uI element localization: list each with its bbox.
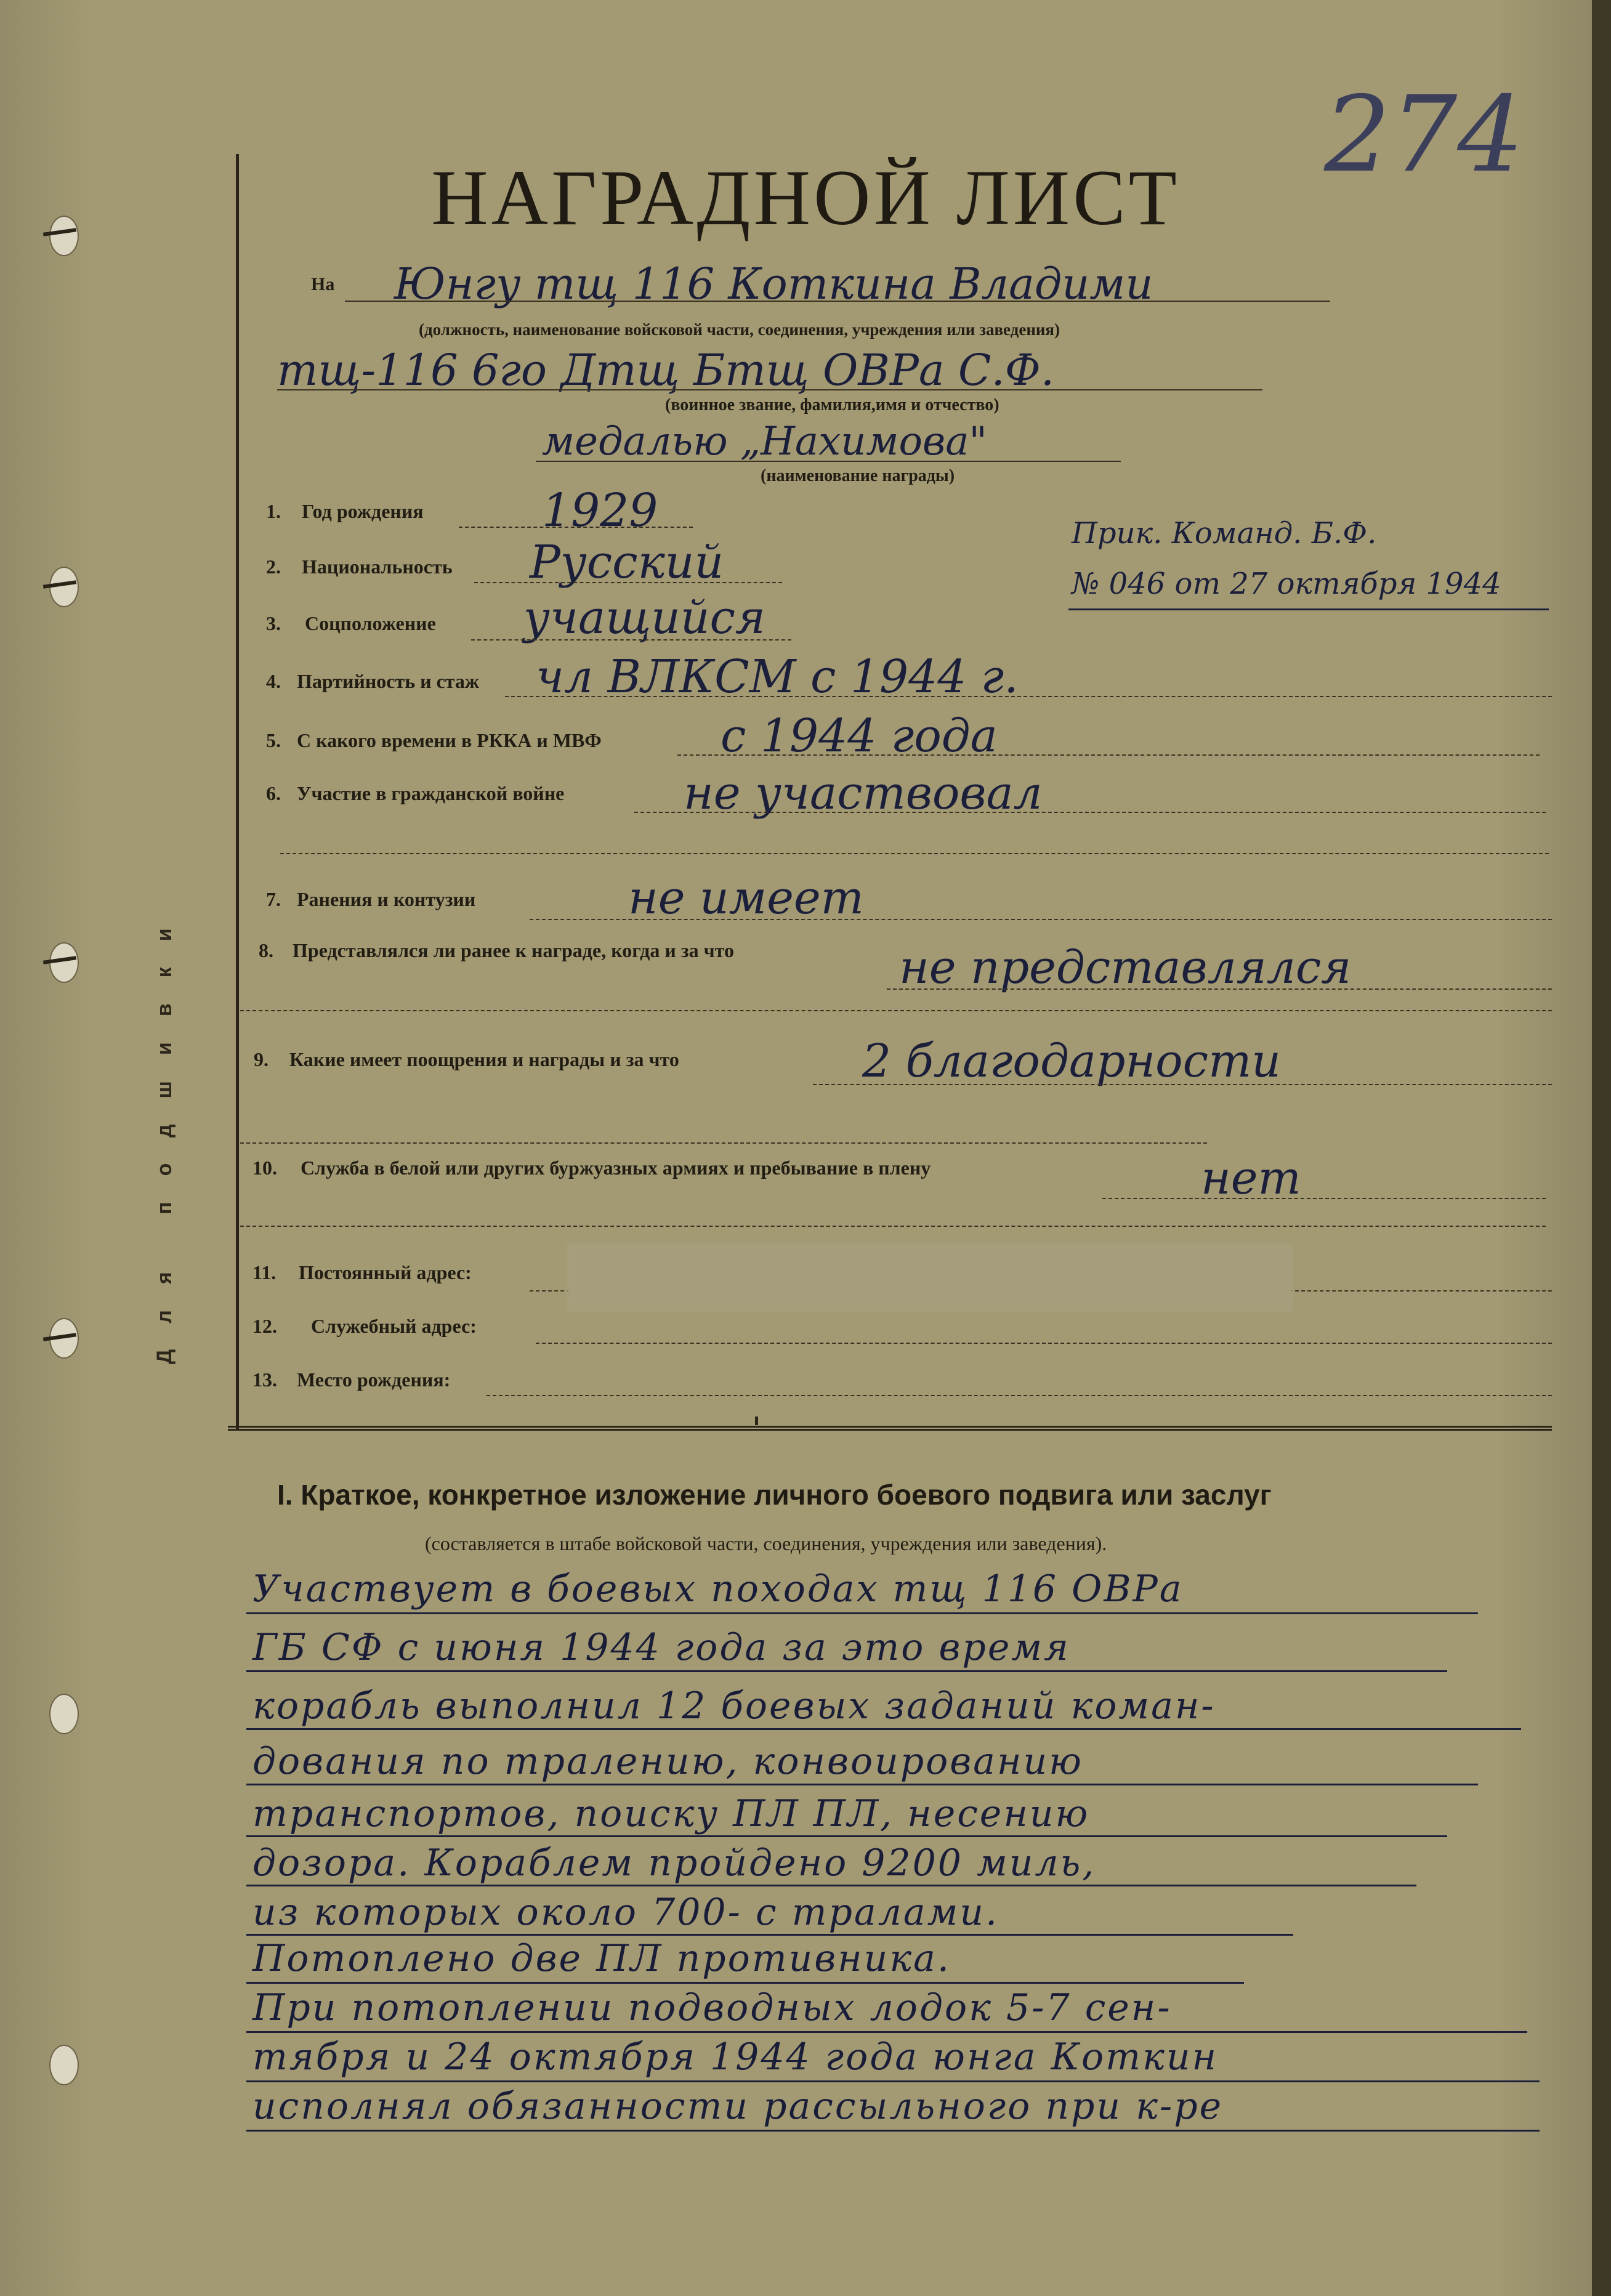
page-edge [1592, 0, 1611, 2296]
field-11-label: Постоянный адрес: [299, 1261, 472, 1283]
field-3-value: учащийся [523, 591, 765, 644]
field-1-num: 1. [266, 500, 281, 522]
narrative-underline [246, 1612, 1478, 1614]
binding-hole [49, 1694, 79, 1734]
narrative-line: Участвует в боевых походах тщ 116 ОВРа [252, 1567, 1184, 1611]
field-7-label: Ранения и контузии [297, 888, 476, 910]
narrative-line: транспортов, поиску ПЛ ПЛ, несению [252, 1792, 1090, 1835]
narrative-line: тября и 24 октября 1944 года юнга Коткин [252, 2035, 1219, 2079]
binding-hole [49, 2045, 79, 2085]
field-10-value: нет [1201, 1152, 1301, 1205]
field-13-rule [487, 1395, 1552, 1396]
field-5-label: С какого времени в РККА и МВФ [297, 729, 602, 751]
narrative-line: дования по тралению, конвоированию [252, 1740, 1083, 1783]
field-13-num: 13. [252, 1368, 277, 1391]
field-3-rule [471, 639, 791, 641]
field-7-rule [530, 919, 1552, 920]
margin-line [236, 154, 239, 1429]
field-4-num: 4. [266, 670, 281, 692]
field-6-label: Участие в гражданской войне [297, 782, 565, 804]
field-10-num: 10. [252, 1157, 277, 1179]
narrative-underline [246, 2031, 1527, 2033]
field-8-rule-2 [240, 1010, 1552, 1011]
field-4-value: чл ВЛКСМ с 1944 г. [536, 650, 1019, 703]
narrative-underline [246, 2130, 1540, 2132]
field-7-value: не имеет [628, 871, 864, 924]
field-1-label: Год рождения [302, 500, 424, 522]
field-7-num: 7. [266, 888, 281, 910]
archive-number: 274 [1324, 74, 1524, 196]
narrative-underline [246, 1835, 1447, 1837]
award-rule [536, 461, 1121, 462]
field-2-num: 2. [266, 556, 281, 578]
narrative-underline [246, 1670, 1447, 1672]
narrative-underline [246, 1885, 1416, 1886]
field-3-num: 3. [266, 612, 281, 634]
redaction-patch [567, 1244, 1293, 1312]
narrative-line: из которых около 700- с тралами. [252, 1891, 999, 1934]
narrative-line: корабль выполнил 12 боевых заданий коман- [252, 1684, 1216, 1728]
field-9-num: 9. [254, 1048, 268, 1070]
narrative-line: При потоплении подводных лодок 5-7 сен- [252, 1986, 1172, 2029]
field-6-rule-2 [280, 853, 1549, 854]
rank-caption: (воинное звание, фамилия,имя и отчество) [665, 395, 999, 414]
narrative-line: дозора. Кораблем пройдено 9200 миль, [252, 1841, 1096, 1885]
field-9-value: 2 благодарности [862, 1035, 1281, 1088]
field-9-rule-2 [240, 1142, 1207, 1144]
section-title: I. Краткое, конкретное изложение личного боевого подвига или заслуг [277, 1479, 1272, 1511]
field-8-rule [887, 988, 1552, 990]
field-1-value: 1929 [542, 484, 658, 537]
unit-value: тщ-116 6го Дтщ Бтщ ОВРа С.Ф. [277, 345, 1055, 395]
field-12-label: Служебный адрес: [311, 1315, 477, 1337]
position-caption: (должность, наименование войсковой части, соединения, учреждения или заведения) [419, 320, 1060, 339]
narrative-line: ГБ СФ с июня 1944 года за это время [252, 1626, 1070, 1669]
field-5-value: с 1944 года [721, 709, 998, 762]
field-2-label: Национальность [302, 556, 453, 578]
field-8-value: не представлялся [899, 941, 1352, 994]
position-rule [345, 301, 1330, 302]
field-5-num: 5. [266, 729, 281, 751]
narrative-underline [246, 2080, 1540, 2082]
field-12-rule [536, 1343, 1552, 1344]
field-2-rule [474, 582, 782, 583]
narrative-underline [246, 1934, 1293, 1936]
field-4-rule [505, 696, 1552, 697]
field-10-label: Служба в белой или других буржуазных армиях и пребывание в плену [301, 1157, 931, 1179]
to-label: На [311, 274, 335, 294]
field-5-rule [677, 754, 1540, 756]
field-11-num: 11. [252, 1261, 277, 1283]
field-4-label: Партийность и стаж [297, 670, 480, 692]
narrative-underline [246, 1982, 1244, 1984]
position-value: Юнгу тщ 116 Коткина Владими [394, 259, 1153, 309]
narrative-line: Потоплено две ПЛ противника. [252, 1937, 951, 1980]
field-8-num: 8. [259, 939, 273, 961]
field-1-rule [459, 527, 693, 528]
binding-label: Для подшивки [153, 902, 176, 1364]
order-note-line2: № 046 от 27 октября 1944 [1072, 567, 1501, 601]
field-12-num: 12. [252, 1315, 277, 1337]
field-9-label: Какие имеет поощрения и награды и за что [289, 1048, 679, 1070]
section-caption: (составляется в штабе войсковой части, соединения, учреждения или заведения). [425, 1532, 1107, 1554]
narrative-underline [246, 1728, 1521, 1730]
field-10-rule [1102, 1198, 1546, 1199]
document-title: НАГРАДНОЙ ЛИСТ [431, 154, 1180, 241]
field-9-rule [813, 1084, 1552, 1085]
field-3-label: Соцположение [305, 612, 436, 634]
field-10-rule-2 [240, 1226, 1546, 1227]
field-8-label: Представлялся ли ранее к награде, когда и за что [293, 939, 734, 961]
field-6-num: 6. [266, 782, 281, 804]
field-2-value: Русский [530, 536, 724, 589]
award-value: медалью „Нахимова" [542, 419, 987, 464]
field-6-rule [634, 812, 1546, 813]
award-caption: (наименование награды) [761, 466, 955, 485]
order-note-line1: Прик. Команд. Б.Ф. [1072, 516, 1377, 551]
field-6-value: не участвовал [684, 767, 1043, 820]
section-divider [228, 1426, 1552, 1431]
order-note-underline [1068, 608, 1549, 610]
narrative-line: исполнял обязанности рассыльного при к-ре [252, 2085, 1224, 2128]
unit-rule [277, 389, 1262, 390]
section-divider-tick [755, 1417, 758, 1425]
narrative-underline [246, 1784, 1478, 1785]
field-13-label: Место рождения: [297, 1368, 451, 1391]
